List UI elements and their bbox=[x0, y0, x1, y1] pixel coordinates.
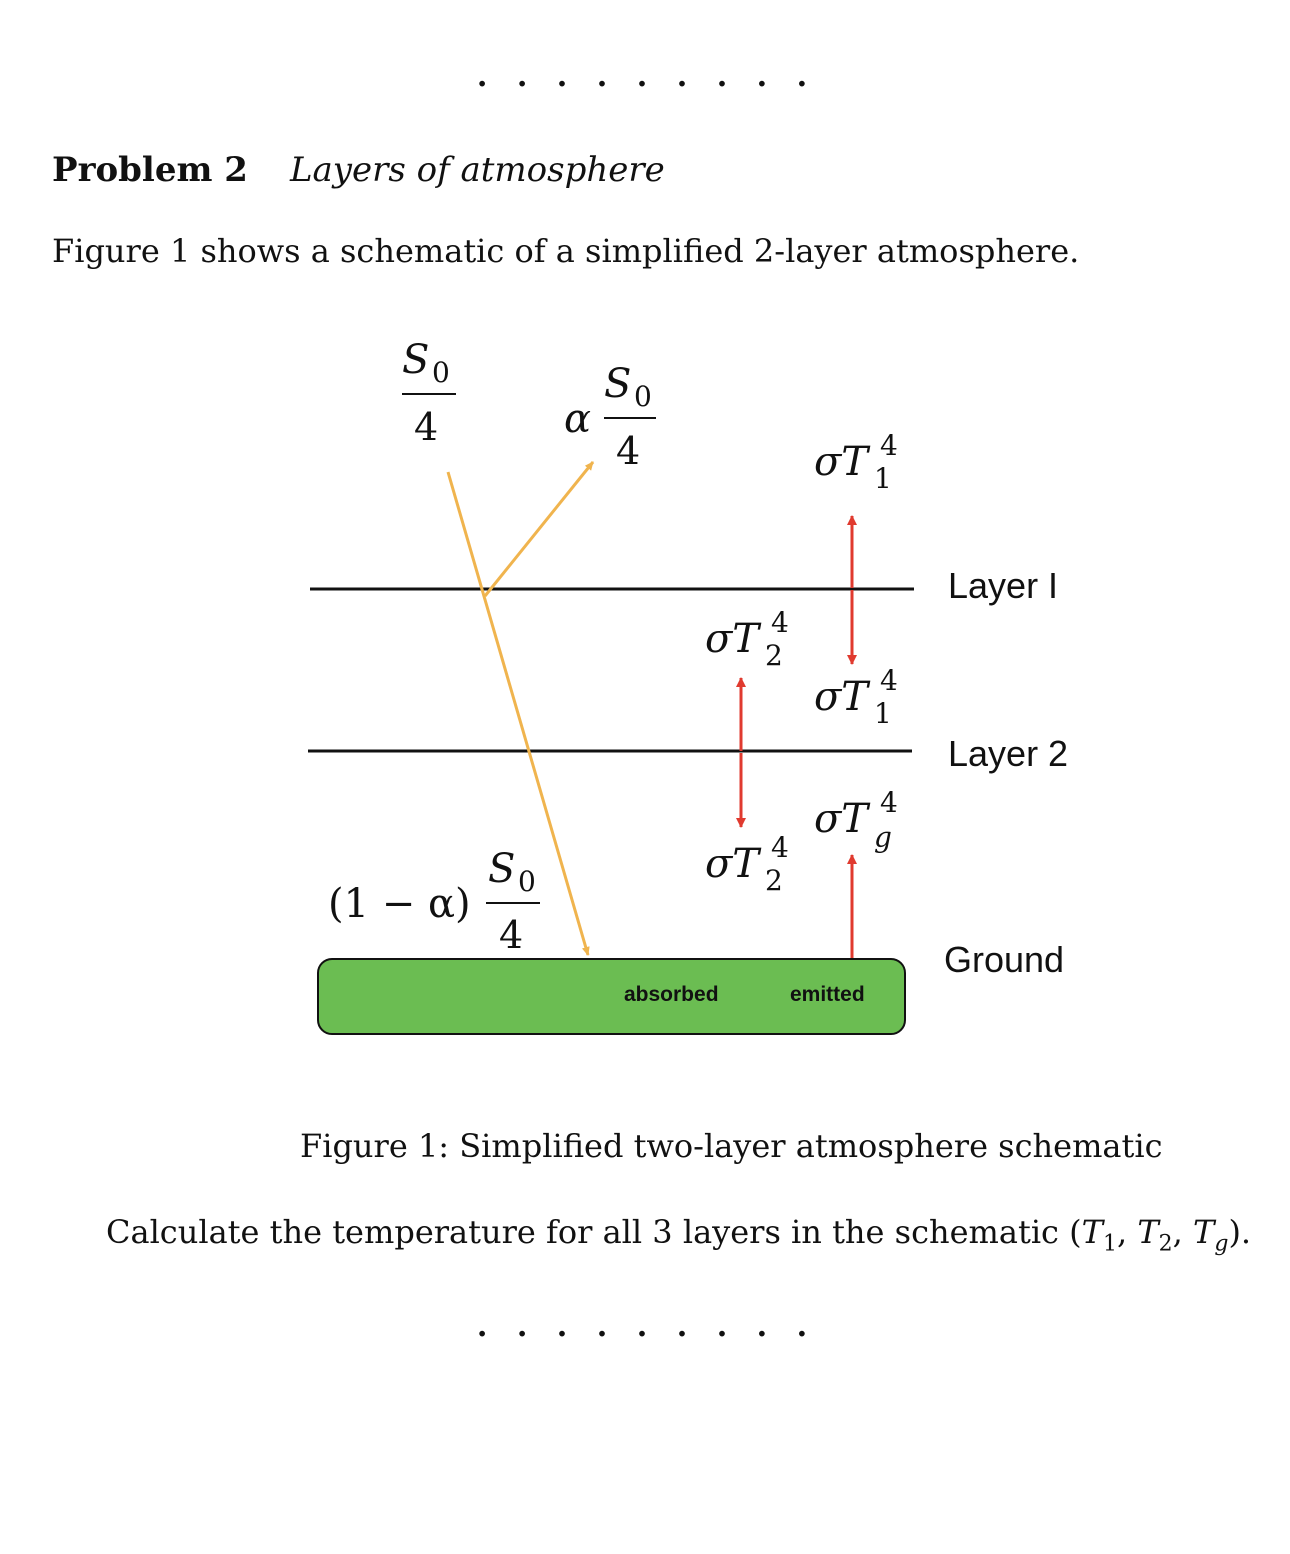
ground-label: Ground bbox=[944, 939, 1065, 980]
problem-title: Layers of atmosphere bbox=[289, 150, 665, 190]
subscript-zero: 0 bbox=[634, 380, 652, 413]
sigma-t: σT bbox=[705, 616, 759, 662]
label-sigma-t2-down bbox=[705, 831, 789, 897]
denominator: 4 bbox=[616, 429, 641, 473]
subscript: 1 bbox=[874, 697, 892, 730]
label-sigma-t1-up bbox=[814, 429, 898, 495]
sigma-t: σT bbox=[814, 439, 868, 485]
label-sigma-t2-up bbox=[705, 606, 789, 672]
s-symbol: S bbox=[402, 337, 430, 383]
subscript: 1 bbox=[874, 462, 892, 495]
problem-label: Problem 2 bbox=[52, 150, 248, 190]
layer-1-label: Layer I bbox=[948, 565, 1059, 606]
one-minus-alpha: (1 − α) bbox=[328, 881, 471, 927]
separator-top: . . . . . . . . . bbox=[475, 46, 815, 97]
subscript-zero: 0 bbox=[432, 356, 450, 389]
sigma-t: σT bbox=[814, 674, 868, 720]
question-text: Calculate the temperature for all 3 layers in the schematic ($T_1$, $T_2$, $T_g$). bbox=[106, 1213, 1252, 1257]
label-sigma-tg bbox=[814, 786, 898, 854]
subscript-zero: 0 bbox=[518, 865, 536, 898]
separator-bottom: . . . . . . . . . bbox=[475, 1296, 815, 1347]
sigma-t: σT bbox=[814, 796, 868, 842]
denominator: 4 bbox=[414, 405, 439, 449]
exponent: 4 bbox=[771, 606, 789, 639]
s-symbol: S bbox=[604, 361, 632, 407]
label-reflected-solar bbox=[564, 361, 656, 473]
label-absorbed-solar bbox=[328, 846, 540, 957]
denominator: 4 bbox=[499, 913, 524, 957]
label-incoming-solar bbox=[402, 337, 456, 449]
alpha-symbol: α bbox=[564, 396, 592, 442]
subscript: g bbox=[874, 821, 892, 854]
subscript: 2 bbox=[765, 864, 783, 897]
intro-text: Figure 1 shows a schematic of a simplified 2-layer atmosphere. bbox=[52, 232, 1080, 270]
reflected-solar-arrow bbox=[485, 462, 593, 596]
exponent: 4 bbox=[880, 429, 898, 462]
sub-t1: 1 bbox=[1102, 1231, 1117, 1257]
question-sentence: Calculate the temperature for all 3 layers in the schematic bbox=[106, 1213, 1059, 1251]
var-tg: T bbox=[1193, 1213, 1215, 1251]
exponent: 4 bbox=[771, 831, 789, 864]
var-t1: T bbox=[1081, 1213, 1103, 1251]
exponent: 4 bbox=[880, 786, 898, 819]
sub-tg: g bbox=[1214, 1231, 1229, 1257]
emitted-label: emitted bbox=[790, 983, 865, 1006]
figure-caption: Figure 1: Simplified two-layer atmosphere schematic bbox=[300, 1127, 1163, 1165]
layer-2-label: Layer 2 bbox=[948, 733, 1069, 774]
label-sigma-t1-down bbox=[814, 664, 898, 730]
sub-t2: 2 bbox=[1158, 1231, 1173, 1257]
exponent: 4 bbox=[880, 664, 898, 697]
subscript: 2 bbox=[765, 639, 783, 672]
absorbed-label: absorbed bbox=[624, 983, 719, 1006]
var-t2: T bbox=[1137, 1213, 1159, 1251]
sigma-t: σT bbox=[705, 841, 759, 887]
s-symbol: S bbox=[488, 846, 516, 892]
